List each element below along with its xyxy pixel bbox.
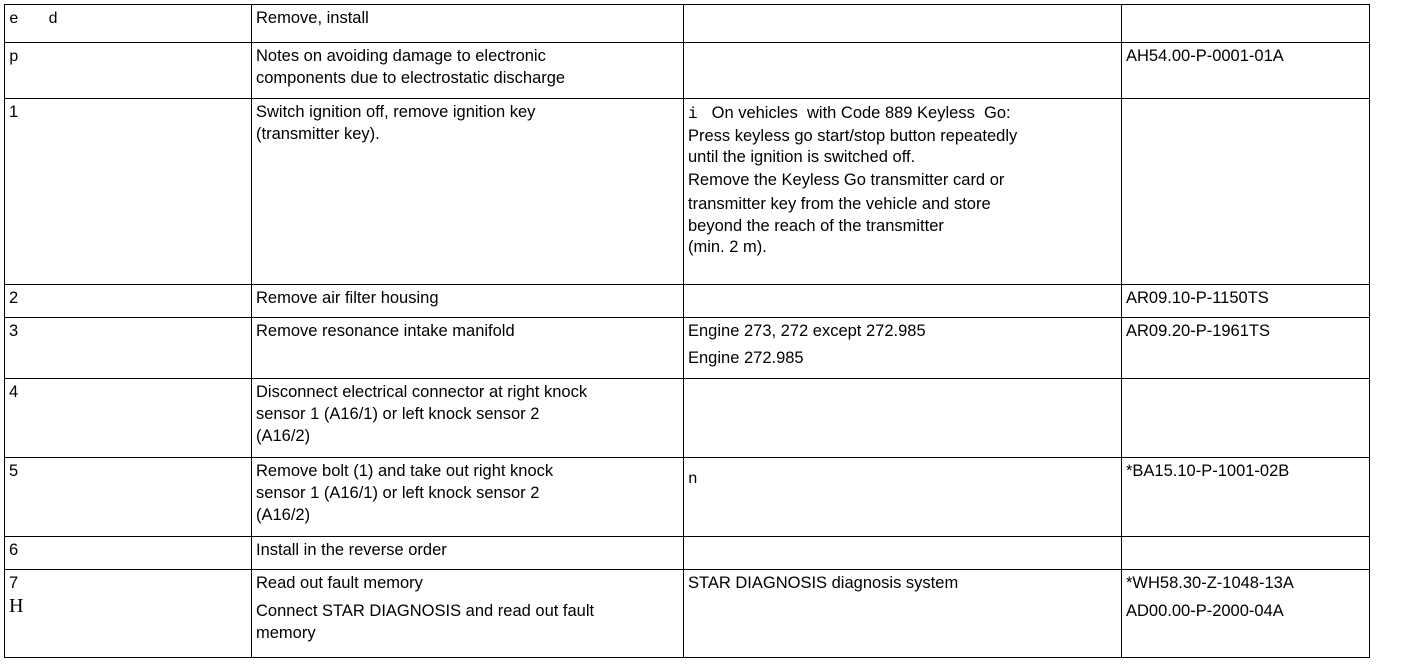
info-icon: i (688, 105, 698, 123)
step-description-cell (252, 379, 684, 458)
step-text: Remove air filter housing (256, 289, 439, 307)
note-text: Engine 273, 272 except 272.985 (688, 322, 926, 340)
step-reference-cell (1122, 537, 1370, 570)
table-row (5, 537, 1370, 570)
step-reference-cell (1122, 318, 1370, 379)
step-description-cell (252, 458, 684, 537)
step-number-cell (5, 570, 252, 658)
table-row (5, 285, 1370, 318)
step-description-cell (252, 537, 684, 570)
reference-link[interactable]: AR09.20-P-1961TS (1126, 322, 1270, 340)
table-row (5, 5, 1370, 43)
step-marker-cell (5, 43, 252, 99)
step-number-cell (5, 458, 252, 537)
note-text: until the ignition is switched off. (688, 148, 916, 166)
reference-link[interactable]: *BA15.10-P-1001-02B (1126, 462, 1290, 480)
step-number: 1 (9, 103, 19, 121)
table-row (5, 99, 1370, 285)
table-row (5, 458, 1370, 537)
step-number: 7 (9, 574, 19, 592)
step-marker-cell (5, 5, 252, 43)
remove-install-symbol-icon: e d (9, 10, 68, 28)
step-number: 6 (9, 541, 19, 559)
warning-symbol-icon: p (9, 48, 29, 66)
reference-link[interactable]: AH54.00-P-0001-01A (1126, 47, 1284, 65)
step-notes-cell (684, 458, 1122, 537)
step-reference-cell (1122, 570, 1370, 658)
reference-link[interactable]: AD00.00-P-2000-04A (1126, 602, 1284, 620)
table-row (5, 379, 1370, 458)
step-reference-cell (1122, 5, 1370, 43)
step-description-cell (252, 285, 684, 318)
step-text: Remove bolt (1) and take out right knock (256, 462, 554, 480)
step-text: components due to electrostatic discharge (256, 69, 566, 87)
note-text: Engine 272.985 (688, 349, 804, 367)
step-number-cell (5, 99, 252, 285)
step-notes-cell (684, 318, 1122, 379)
note-text: Remove the Keyless Go transmitter card or (688, 171, 1005, 189)
step-number-cell (5, 318, 252, 379)
diagnosis-symbol-icon: H (9, 595, 24, 617)
note-text: STAR DIAGNOSIS diagnosis system (688, 574, 959, 592)
step-notes-cell (684, 537, 1122, 570)
step-text: Read out fault memory (256, 574, 423, 592)
reference-link[interactable]: *WH58.30-Z-1048-13A (1126, 574, 1294, 592)
step-description-cell (252, 318, 684, 379)
note-text: beyond the reach of the transmitter (688, 217, 944, 235)
note-text: transmitter key from the vehicle and store (688, 195, 991, 213)
step-number-cell (5, 285, 252, 318)
step-reference-cell (1122, 458, 1370, 537)
step-notes-cell (684, 570, 1122, 658)
step-text: (A16/2) (256, 427, 311, 445)
table-row (5, 570, 1370, 658)
step-text: Switch ignition off, remove ignition key (256, 103, 536, 121)
step-notes-cell (684, 5, 1122, 43)
step-number-cell (5, 379, 252, 458)
step-text: Notes on avoiding damage to electronic (256, 47, 546, 65)
note-icon (688, 467, 1117, 490)
step-notes-cell (684, 43, 1122, 99)
step-number: 3 (9, 322, 19, 340)
note-text: (min. 2 m). (688, 238, 767, 256)
step-text: Remove, install (256, 9, 369, 27)
procedure-table (4, 4, 1370, 658)
step-number: 4 (9, 383, 19, 401)
step-notes-cell (684, 285, 1122, 318)
step-text: sensor 1 (A16/1) or left knock sensor 2 (256, 484, 540, 502)
reference-link[interactable]: AR09.10-P-1150TS (1126, 289, 1269, 307)
step-text: memory (256, 624, 316, 642)
step-description-cell (252, 43, 684, 99)
table-row (5, 43, 1370, 99)
step-reference-cell (1122, 43, 1370, 99)
step-notes-cell (684, 99, 1122, 285)
step-text: Connect STAR DIAGNOSIS and read out fault (256, 602, 595, 620)
step-description-cell (252, 99, 684, 285)
step-reference-cell (1122, 379, 1370, 458)
step-text: (A16/2) (256, 506, 311, 524)
step-text: (transmitter key). (256, 125, 380, 143)
step-number: 5 (9, 462, 19, 480)
step-text: Remove resonance intake manifold (256, 322, 515, 340)
step-reference-cell (1122, 285, 1370, 318)
tool-note-icon: n (688, 470, 698, 488)
table-row (5, 318, 1370, 379)
step-text: sensor 1 (A16/1) or left knock sensor 2 (256, 405, 540, 423)
step-notes-cell (684, 379, 1122, 458)
step-number: 2 (9, 289, 19, 307)
step-description-cell (252, 5, 684, 43)
note-text: i On vehicles with Code 889 Keyless Go: (688, 104, 1011, 123)
note-text: Press keyless go start/stop button repeatedly (688, 127, 1018, 145)
step-reference-cell (1122, 99, 1370, 285)
step-text: Install in the reverse order (256, 541, 447, 559)
step-description-cell (252, 570, 684, 658)
step-text: Disconnect electrical connector at right knock (256, 383, 588, 401)
step-number-cell (5, 537, 252, 570)
